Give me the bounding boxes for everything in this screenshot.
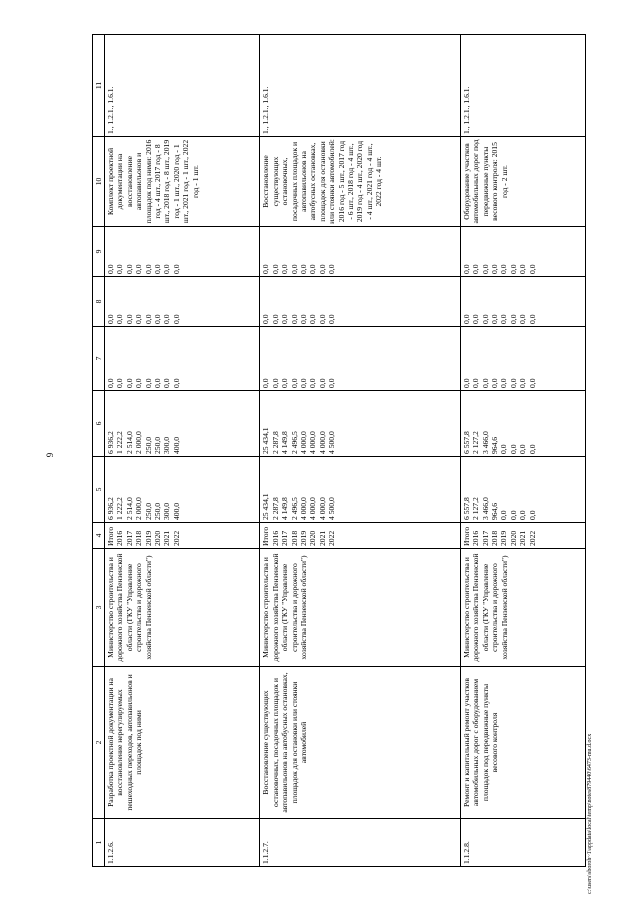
value-line: 2020 <box>308 530 318 546</box>
value-line: 0,0 <box>480 378 490 388</box>
value-line: 6 936,2 <box>106 431 115 454</box>
rotated-table-container <box>92 35 586 867</box>
value-line: 2017 <box>480 530 490 546</box>
program-table <box>92 34 586 867</box>
value-line: 0,0 <box>527 510 537 520</box>
year-list-cell <box>460 523 585 549</box>
value-line: 4 000,0 <box>298 431 308 454</box>
value-line: 2022 <box>327 530 337 546</box>
row-target-cell: 1., 1.2.1., 1.6.1. <box>105 35 260 137</box>
value-line: 2021 <box>162 530 172 546</box>
value-line: 0,0 <box>327 378 337 388</box>
value-line: 2016 <box>471 530 481 546</box>
header-cell-5: 5 <box>93 457 105 523</box>
value-line: 0,0 <box>461 314 471 324</box>
value-line: 0,0 <box>461 378 471 388</box>
value-line: Итого <box>261 526 271 546</box>
row-code-cell: 1.1.2.6. <box>105 819 260 867</box>
value-line: 4 149,8 <box>280 497 290 520</box>
year-list-cell <box>105 523 260 549</box>
value-line: 0,0 <box>308 378 318 388</box>
header-cell-2: 2 <box>93 667 105 819</box>
total-amount-cell <box>105 457 260 523</box>
value-line: 0,0 <box>261 264 271 274</box>
row-target-cell: 1., 1.2.1., 1.6.1. <box>260 35 461 137</box>
value-line: 0,0 <box>317 378 327 388</box>
value-line: 0,0 <box>308 314 318 324</box>
header-cell-6: 6 <box>93 391 105 457</box>
value-line: 0,0 <box>162 378 172 388</box>
value-line: 250,0 <box>143 502 153 520</box>
federal-budget-cell <box>260 327 461 391</box>
value-line: 0,0 <box>518 510 528 520</box>
value-line: 0,0 <box>508 378 518 388</box>
value-line: 4 000,0 <box>317 431 327 454</box>
value-line: 4 149,8 <box>280 431 290 454</box>
value-line: 250,0 <box>152 436 162 454</box>
total-amount-cell <box>460 457 585 523</box>
value-line: 400,0 <box>171 502 181 520</box>
header-cell-8: 8 <box>93 277 105 327</box>
value-line: 0,0 <box>134 378 144 388</box>
value-line: 300,0 <box>162 502 172 520</box>
value-line: 0,0 <box>134 314 144 324</box>
value-line: Итого <box>106 526 115 546</box>
header-cell-3: 3 <box>93 549 105 667</box>
value-line: 0,0 <box>508 314 518 324</box>
value-line: 0,0 <box>115 314 125 324</box>
value-line: 0,0 <box>289 264 299 274</box>
value-line: 4 000,0 <box>317 497 327 520</box>
value-line: 6 557,8 <box>461 497 471 520</box>
row-executor-cell: Министерство строительства и дорожного хозяйства Пензенской области (ГКУ "Управление строительства и дорожного хозяйства Пензенской области") <box>105 549 260 667</box>
value-line: Итого <box>461 526 471 546</box>
value-line: 0,0 <box>518 314 528 324</box>
value-line: 0,0 <box>171 264 181 274</box>
value-line: 0,0 <box>508 510 518 520</box>
value-line: 0,0 <box>134 264 144 274</box>
value-line: 4 000,0 <box>308 497 318 520</box>
row-name-cell: Восстановление существующих остановочных, посадочных площадок и автопавильонов на автобусных остановках, площадок для остановки или стоянки автомобилей <box>260 667 461 819</box>
value-line: 0,0 <box>280 378 290 388</box>
value-line: 0,0 <box>106 378 115 388</box>
value-line: 2016 <box>115 530 125 546</box>
row-name-cell: Разработка проектной документации на восстановление нерегулируемых пешеходных переходов, автопавильонов и площадок под ними <box>105 667 260 819</box>
value-line: 2 514,0 <box>124 431 134 454</box>
value-line: 2019 <box>143 530 153 546</box>
value-line: 0,0 <box>124 314 134 324</box>
value-line: 1 222,2 <box>115 431 125 454</box>
header-row <box>93 35 105 867</box>
value-line: 4 500,0 <box>327 497 337 520</box>
value-line: 0,0 <box>471 264 481 274</box>
value-line: 0,0 <box>461 264 471 274</box>
value-line: 3 466,0 <box>480 497 490 520</box>
value-line: 0,0 <box>115 378 125 388</box>
value-line: 0,0 <box>518 444 528 454</box>
value-line: 0,0 <box>499 378 509 388</box>
value-line: 0,0 <box>471 378 481 388</box>
federal-budget-cell <box>105 327 260 391</box>
value-line: 0,0 <box>261 314 271 324</box>
value-line: 0,0 <box>143 314 153 324</box>
value-line: 0,0 <box>298 378 308 388</box>
value-line: 964,6 <box>490 436 500 454</box>
value-line: 0,0 <box>527 264 537 274</box>
value-line: 0,0 <box>327 314 337 324</box>
value-line: 0,0 <box>124 378 134 388</box>
value-line: 2 127,2 <box>471 497 481 520</box>
value-line: 2 000,0 <box>134 497 144 520</box>
federal-budget-cell <box>460 327 585 391</box>
value-line: 0,0 <box>508 264 518 274</box>
value-line: 0,0 <box>124 264 134 274</box>
value-line: 0,0 <box>152 378 162 388</box>
value-line: 2 000,0 <box>134 431 144 454</box>
value-line: 0,0 <box>298 264 308 274</box>
row-result-cell: Комплект проектной документации на восстановление автопавильонов и площадок под ними: 2016 год - 4 шт., 2017 год - 8 шт., 2018 год - 8 шт., 2019 год - 1 шт., 2020 год - 1 шт., 2021 год - 1 шт., 2022 год - 1 шт. <box>105 137 260 227</box>
value-line: 4 500,0 <box>327 431 337 454</box>
row-name-cell: Ремонт и капитальный ремонт участков автомобильных дорог с оборудованием площадок под передвижные пункты весового контроля <box>460 667 585 819</box>
header-cell-4: 4 <box>93 523 105 549</box>
value-line: 4 000,0 <box>308 431 318 454</box>
value-line: 2020 <box>152 530 162 546</box>
header-cell-7: 7 <box>93 327 105 391</box>
value-line: 0,0 <box>261 378 271 388</box>
value-line: 0,0 <box>143 264 153 274</box>
row-target-cell: 1., 1.2.1., 1.6.1. <box>460 35 585 137</box>
value-line: 250,0 <box>143 436 153 454</box>
value-line: 0,0 <box>298 314 308 324</box>
value-line: 0,0 <box>106 314 115 324</box>
value-line: 300,0 <box>162 436 172 454</box>
row-executor-cell: Министерство строительства и дорожного хозяйства Пензенской области (ГКУ "Управление строительства и дорожного хозяйства Пензенской области") <box>260 549 461 667</box>
value-line: 2 287,8 <box>270 431 280 454</box>
value-line: 0,0 <box>162 264 172 274</box>
value-line: 2 514,0 <box>124 497 134 520</box>
value-line: 0,0 <box>508 444 518 454</box>
value-line: 2022 <box>171 530 181 546</box>
value-line: 0,0 <box>480 264 490 274</box>
value-line: 0,0 <box>480 314 490 324</box>
value-line: 2020 <box>508 530 518 546</box>
value-line: 0,0 <box>106 264 115 274</box>
value-line: 0,0 <box>518 264 528 274</box>
value-line: 0,0 <box>289 314 299 324</box>
row-result-cell: Оборудование участков автомобильных дорог под передвижные пункты весового контроля: 2015 год - 2 шт. <box>460 137 585 227</box>
value-line: 2019 <box>298 530 308 546</box>
value-line: 6 557,8 <box>461 431 471 454</box>
row-executor-cell: Министерство строительства и дорожного хозяйства Пензенской области (ГКУ "Управление строительства и дорожного хозяйства Пензенской области") <box>460 549 585 667</box>
header-cell-1: 1 <box>93 819 105 867</box>
value-line: 0,0 <box>270 314 280 324</box>
total-amount-cell <box>260 457 461 523</box>
value-line: 0,0 <box>499 444 509 454</box>
value-line: 2022 <box>527 530 537 546</box>
page-number: 9 <box>45 452 55 458</box>
value-line: 2017 <box>280 530 290 546</box>
value-line: 0,0 <box>143 378 153 388</box>
regional-budget-cell <box>460 391 585 457</box>
table-row <box>105 35 260 867</box>
value-line: 3 466,0 <box>480 431 490 454</box>
file-path-footer: c:\users\sboroh~1\appdata\local\temp\notes879440\6473-mu.d.ocx <box>587 733 593 894</box>
header-cell-10: 10 <box>93 137 105 227</box>
value-line: 0,0 <box>518 378 528 388</box>
value-line: 0,0 <box>490 314 500 324</box>
table-row <box>260 35 461 867</box>
regional-budget-cell <box>105 391 260 457</box>
value-line: 2018 <box>289 530 299 546</box>
value-line: 0,0 <box>152 314 162 324</box>
value-line: 0,0 <box>490 378 500 388</box>
value-line: 250,0 <box>152 502 162 520</box>
row-code-cell: 1.1.2.8. <box>460 819 585 867</box>
header-cell-9: 9 <box>93 227 105 277</box>
value-line: 0,0 <box>499 264 509 274</box>
value-line: 0,0 <box>162 314 172 324</box>
value-line: 0,0 <box>499 510 509 520</box>
value-line: 0,0 <box>308 264 318 274</box>
value-line: 1 222,2 <box>115 497 125 520</box>
value-line: 0,0 <box>317 264 327 274</box>
value-line: 0,0 <box>527 314 537 324</box>
year-list-cell <box>260 523 461 549</box>
value-line: 2018 <box>134 530 144 546</box>
municipal-budget-cell <box>260 277 461 327</box>
value-line: 0,0 <box>499 314 509 324</box>
value-line: 0,0 <box>490 264 500 274</box>
value-line: 2021 <box>518 530 528 546</box>
value-line: 2019 <box>499 530 509 546</box>
other-sources-cell <box>460 227 585 277</box>
other-sources-cell <box>260 227 461 277</box>
value-line: 0,0 <box>152 264 162 274</box>
value-line: 0,0 <box>471 314 481 324</box>
value-line: 2016 <box>270 530 280 546</box>
value-line: 0,0 <box>171 314 181 324</box>
value-line: 2018 <box>490 530 500 546</box>
table-row <box>460 35 585 867</box>
value-line: 0,0 <box>270 264 280 274</box>
value-line: 2017 <box>124 530 134 546</box>
value-line: 0,0 <box>327 264 337 274</box>
value-line: 2 496,5 <box>289 497 299 520</box>
value-line: 2 287,8 <box>270 497 280 520</box>
municipal-budget-cell <box>105 277 260 327</box>
municipal-budget-cell <box>460 277 585 327</box>
value-line: 0,0 <box>527 444 537 454</box>
value-line: 0,0 <box>317 314 327 324</box>
value-line: 2 127,2 <box>471 431 481 454</box>
row-result-cell: Восстановление существующих остановочных, посадочных площадок и автопавильонов на автобусных остановках, площадок для остановки или стоянки автомобилей: 2016 год - 5 шт., 2017 год - 6 шт., 2018 год - 4 шт., 2019 год - 4 шт., 2020 год - 4 шт., 2021 год - 4 шт., 2022 год - 4 шт. <box>260 137 461 227</box>
value-line: 0,0 <box>280 264 290 274</box>
value-line: 0,0 <box>270 378 280 388</box>
value-line: 0,0 <box>289 378 299 388</box>
value-line: 25 434,1 <box>261 427 271 454</box>
value-line: 0,0 <box>171 378 181 388</box>
regional-budget-cell <box>260 391 461 457</box>
value-line: 0,0 <box>115 264 125 274</box>
value-line: 25 434,1 <box>261 493 271 520</box>
value-line: 400,0 <box>171 436 181 454</box>
value-line: 4 000,0 <box>298 497 308 520</box>
other-sources-cell <box>105 227 260 277</box>
value-line: 0,0 <box>527 378 537 388</box>
value-line: 2021 <box>317 530 327 546</box>
row-code-cell: 1.1.2.7. <box>260 819 461 867</box>
value-line: 6 936,2 <box>106 497 115 520</box>
value-line: 2 496,5 <box>289 431 299 454</box>
value-line: 0,0 <box>280 314 290 324</box>
value-line: 964,6 <box>490 502 500 520</box>
header-cell-11: 11 <box>93 35 105 137</box>
